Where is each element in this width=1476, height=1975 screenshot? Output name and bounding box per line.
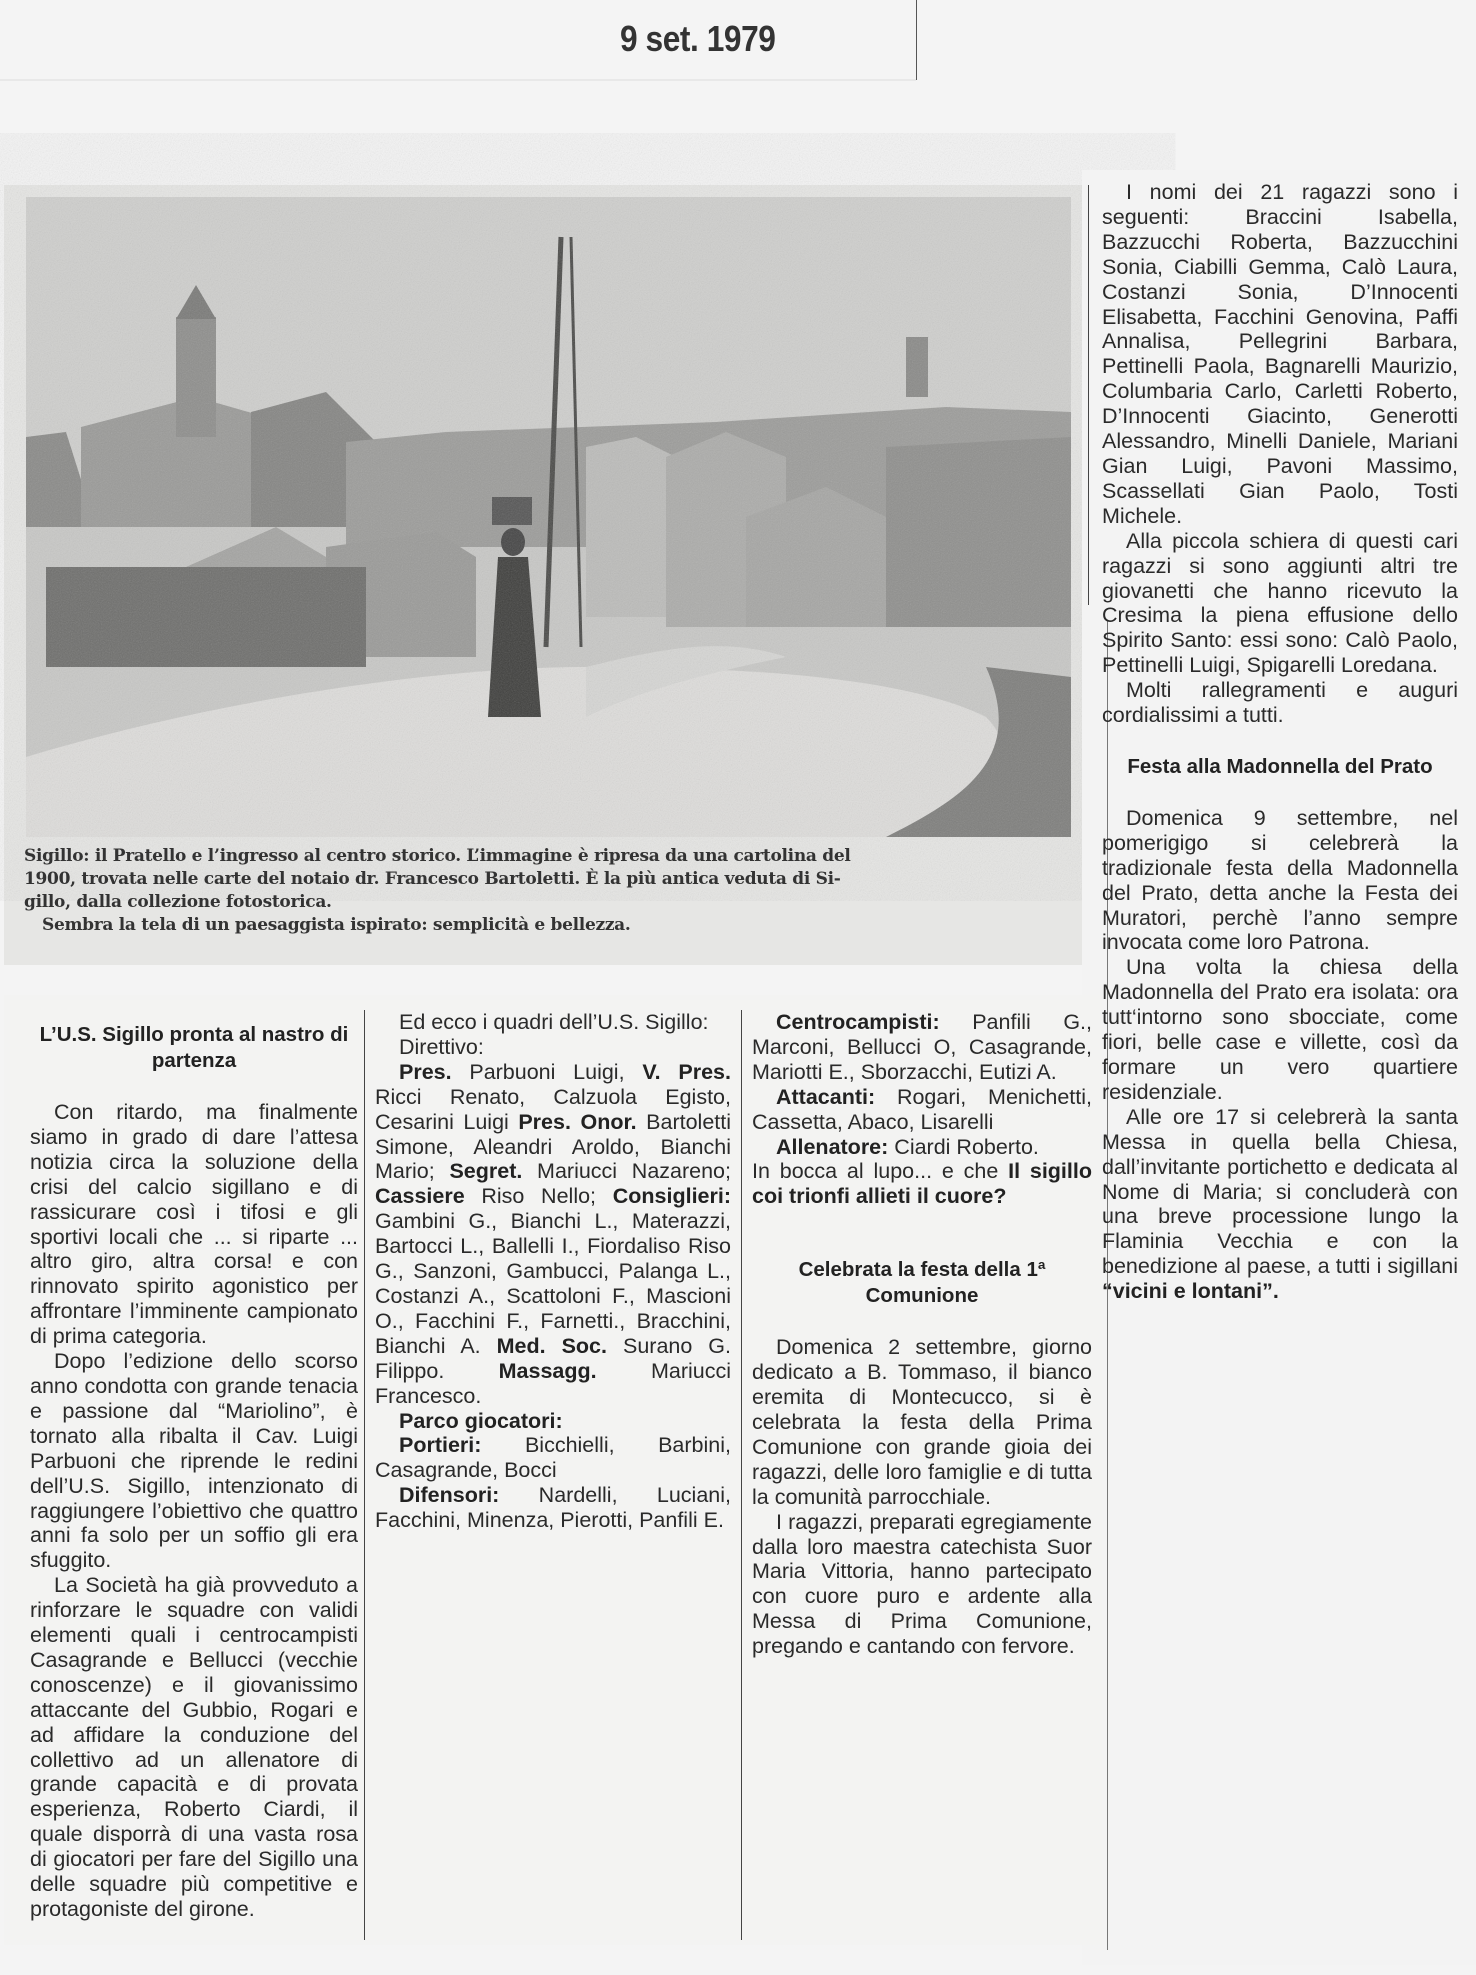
player-group (752, 1135, 1092, 1160)
article-title: Festa alla Madonnella del Prato (1127, 754, 1433, 778)
festa-quote: “vicini e lontani”. (1102, 1279, 1279, 1304)
roles-list (375, 1060, 731, 1409)
article-paragraph: I ragazzi, preparati egregiamente dalla loro maestra catechista Suor Maria Vittoria, hanno partecipato con cuore puro e ardente alla Messa di Prima Comunione, pregando e cantando con fervore. (752, 1509, 1092, 1659)
role-label: Pres. Onor. (518, 1109, 637, 1134)
article-paragraph: Dopo l’edizione dello scorso anno condotta con grande tenacia e passione dal “Mariolino”, è tornato alla ribalta il Cav. Luigi Parbuoni che riprende le redini dell’U.S. Sigillo, intenzionato di raggiungere l’obiettivo che quattro anni fa solo per un soffio gli era sfuggito. (30, 1349, 358, 1573)
role-names: Bartoletti Simone, Aleandri Aroldo, Bianchi Mario; (375, 1109, 731, 1184)
caption-line: Sigillo: il Pratello e l’ingresso al centro storico. L’immagine è ripresa da una cartolina del (24, 846, 851, 866)
article-title-comunione: Celebrata la festa della 1ª Comunione (798, 1258, 1046, 1308)
closing-line (752, 1159, 1092, 1209)
closing-text: In bocca al lupo... e che (752, 1159, 1009, 1184)
column-rule (364, 1010, 365, 1940)
player-names: Rogari, Menichetti, Cassetta, Abaco, Lisarelli (752, 1084, 1092, 1134)
role-label: Cassiere (375, 1184, 465, 1209)
article-title: L’U.S. Sigillo pronta al nastro di partenza (39, 1023, 349, 1072)
direttivo-label: Direttivo: (399, 1034, 484, 1059)
player-group (752, 1085, 1092, 1135)
player-role: Attacanti: (776, 1084, 876, 1109)
caption-line: 1900, trovata nelle carte del notaio dr. Francesco Bartoletti. È la più antica veduta di Si- (24, 869, 841, 889)
column-rule (741, 1010, 742, 1940)
role-names: Parbuoni Luigi, (451, 1059, 643, 1084)
article-us-sigillo-end (752, 1010, 1092, 1659)
date-strip (0, 0, 1476, 80)
article-paragraph: Domenica 2 settembre, giorno dedicato a B. Tommaso, il bianco eremita di Montecucco, si è celebrata la festa della Prima Comunione con grande gioia dei ragazzi, delle loro famiglie e di tutta la comunità parrocchiale. (752, 1335, 1092, 1509)
role-names: Riso Nello; (464, 1184, 613, 1209)
clipping-date: 9 set. 1979 (620, 18, 776, 59)
player-names: Nardelli, Luciani, Facchini, Minenza, Pierotti, Panfili E. (375, 1483, 731, 1533)
player-group (752, 1010, 1092, 1085)
photo-clipping (4, 185, 1082, 965)
cresima-paragraph: Alla piccola schiera di questi cari ragazzi si sono aggiunti altri tre giovanetti che hanno ricevuto la Cresima la piena effusione dello Spirito Santo: essi sono: Calò Paolo, Pettinelli Luigi, Spigarelli Loredana. (1102, 528, 1458, 678)
names-paragraph: I nomi dei 21 ragazzi sono i seguenti: Braccini Isabella, Bazzucchi Roberta, Bazzucchini Sonia, Ciabilli Gemma, Calò Laura, Costanzi Sonia, D’Innocenti Elisabetta, Facchini Genovina, Paffi Annalisa, Pellegrini Barbara, Pettinelli Paola, Bagnarelli Maurizio, Columbaria Carlo, Carletti Roberto, D’Innocenti Giacinto, Generotti Alessandro, Minelli Daniele, Mariani Gian Luigi, Pavoni Massimo, Scassellati Gian Paolo, Tosti Michele. (1102, 180, 1458, 528)
column-rule (1088, 185, 1089, 605)
role-names: Mariucci Nazareno; (522, 1159, 731, 1184)
role-label: Pres. (399, 1059, 452, 1084)
article-paragraph: Con ritardo, ma finalmente siamo in grado di dare l’attesa notizia circa la soluzione della crisi del calcio sigillano e di rassicurare così i tifosi e gli sportivi locali che ... si riparte ... altro giro, altra corsa! e con rinnovato spirito agonistico per affrontare l’imminente campionato di prima categoria. (30, 1100, 358, 1349)
player-role: Centrocampisti: (776, 1010, 940, 1034)
parco-label: Parco giocatori: (399, 1408, 563, 1433)
role-names: Mariucci Francesco. (375, 1358, 731, 1408)
article-paragraph: Ed ecco i quadri dell’U.S. Sigillo: (399, 1010, 709, 1034)
article-us-sigillo (30, 1022, 358, 1921)
caption-line: gillo, dalla collezione fotostorica. (24, 892, 332, 912)
player-group (375, 1433, 731, 1483)
role-names: Ricci Renato, Calzuola Egisto, Cesarini Luigi (375, 1084, 731, 1134)
festa-paragraph: Domenica 9 settembre, nel pomerigigo si celebrerà la tradizionale festa della Madonnella del Prato, detta anche la Festa dei Muratori, perchè l’anno sempre invocata come loro Patrona. (1102, 805, 1458, 955)
player-names: Panfili G., Marconi, Bellucci O, Casagrande, Mariotti E., Sborzacchi, Eutizi A. (752, 1010, 1092, 1084)
divider (916, 0, 917, 80)
festa-paragraph (1102, 1105, 1458, 1304)
festa-text: Alle ore 17 si celebrerà la santa Messa in quella bella Chiesa, dall’invitante portichetto e dedicata al Nome di Maria; si concluderà con una breve processione lungo la Flaminia Vecchia e con la benedizione al paese, a tutti i sigillani (1102, 1104, 1458, 1279)
player-role: Allenatore: (776, 1134, 889, 1159)
photo-caption (24, 845, 1074, 937)
player-names: Bicchielli, Barbini, Casagrande, Bocci (375, 1433, 731, 1483)
divider (0, 79, 916, 81)
historic-photo-sigillo (26, 197, 1071, 837)
closing-bold: Il sigillo coi trionfi allieti il cuore? (752, 1159, 1092, 1209)
player-names: Ciardi Roberto. (888, 1134, 1039, 1159)
article-us-sigillo-cont (375, 1010, 731, 1533)
role-label: V. Pres. (642, 1059, 731, 1084)
role-label: Consiglieri: (612, 1184, 731, 1209)
article-cresima (1102, 180, 1458, 1304)
role-label: Med. Soc. (496, 1333, 607, 1358)
caption-line: Sembra la tela di un paesaggista ispirato: semplicità e bellezza. (42, 915, 631, 935)
photo-illustration (26, 197, 1071, 837)
role-names: Gambini G., Bianchi L., Materazzi, Bartocci L., Ballelli I., Fiordaliso Riso G., Sanzoni, Gambucci, Palanga L., Costanzi A., Scattoloni F., Mascioni O., Facchini F., Farnetti., Bracchini, Bianchi A. (375, 1209, 731, 1358)
role-label: Segret. (449, 1159, 523, 1184)
player-role: Portieri: (399, 1433, 482, 1458)
player-group (375, 1483, 731, 1533)
article-paragraph: La Società ha già provveduto a rinforzare le squadre con validi elementi quali i centrocampisti Casagrande e Bellucci (vecchie conoscenze) e il giovanissimo attaccante del Gubbio, Rogari e ad affidare la conduzione del collettivo ad un allenatore di grande capacità e di provata esperienza, Roberto Ciardi, il quale disporrà di una vasta rosa di giocatori per fare del Sigillo una delle squadre più competitive e protagoniste del girone. (30, 1573, 358, 1921)
festa-paragraph: Una volta la chiesa della Madonnella del Prato era isolata: ora tutt‘intorno sono sbocciate, come fiori, belle case e villette, così da formare un vero quartiere residenziale. (1102, 955, 1458, 1104)
role-label: Massagg. (498, 1358, 597, 1383)
role-names: Surano G. Filippo. (375, 1333, 731, 1383)
player-role: Difensori: (399, 1483, 500, 1508)
closing-paragraph: Molti rallegramenti e auguri cordialissimi a tutti. (1102, 678, 1458, 728)
